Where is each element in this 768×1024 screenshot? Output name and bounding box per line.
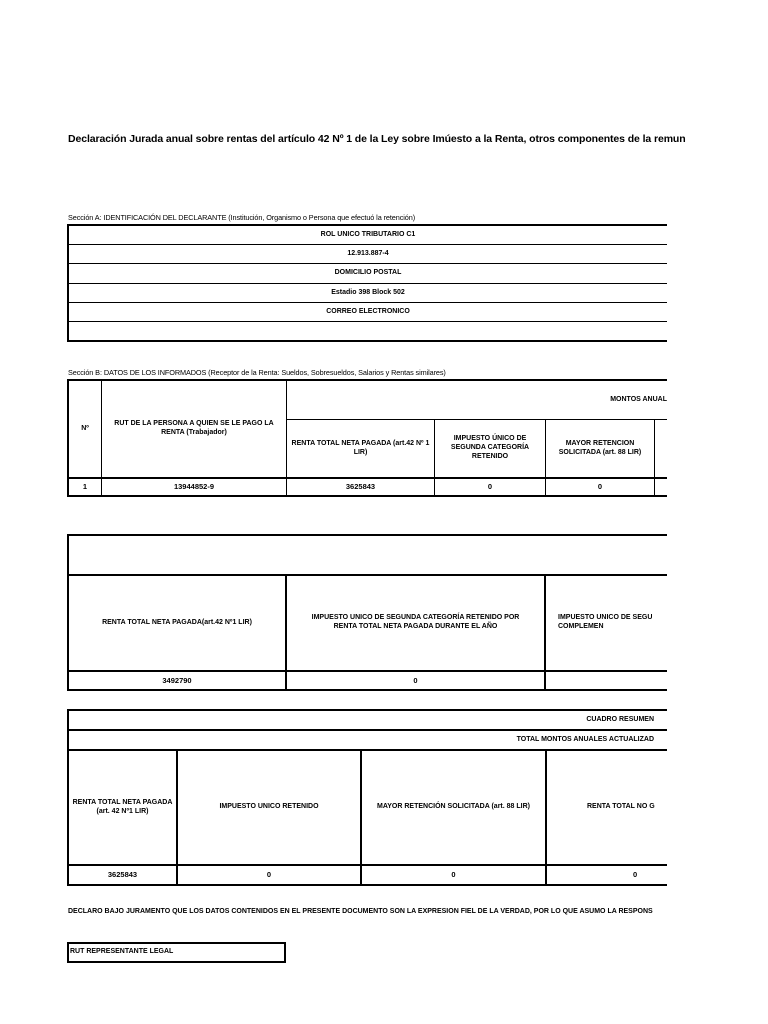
row-mayor: 0 bbox=[597, 482, 603, 492]
d-col-renta-no-header: RENTA TOTAL NO G bbox=[587, 803, 655, 811]
row-no: 1 bbox=[82, 482, 88, 492]
email-value-row bbox=[69, 322, 667, 340]
section-b-table bbox=[67, 379, 667, 497]
row-rut: 13944852-9 bbox=[173, 482, 215, 492]
d-col-mayor-header: MAYOR RETENCIÓN SOLICITADA (art. 88 LIR) bbox=[377, 803, 530, 811]
document-title: Declaración Jurada anual sobre rentas del artículo 42 Nº 1 de la Ley sobre Imúesto a la Renta, otros componentes de la remun bbox=[68, 133, 686, 145]
email-label-row: CORREO ELECTRONICO bbox=[69, 303, 667, 322]
address-value-row: Estadio 398 Block 502 bbox=[69, 284, 667, 303]
section-b-col-divider bbox=[654, 419, 655, 495]
d-row-renta: 3625843 bbox=[107, 870, 138, 880]
section-a-label-text: IDENTIFICACIÓN DEL DECLARANTE (Institución, Organismo o Persona que efectuó la retención) bbox=[101, 213, 416, 222]
d-col-renta-header: RENTA TOTAL NETA PAGADA (art. 42 Nº1 LIR) bbox=[72, 798, 173, 815]
section-b-label-text: DATOS DE LOS INFORMADOS (Receptor de la Renta: Sueldos, Sobresueldos, Salarios y Rentas similares) bbox=[101, 368, 446, 377]
section-a-label bbox=[68, 213, 415, 222]
d-row-mayor: 0 bbox=[451, 870, 456, 880]
d-row-impuesto: 0 bbox=[266, 870, 272, 880]
rut-representante-box bbox=[67, 942, 286, 963]
declaration-text: DECLARO BAJO JURAMENTO QUE LOS DATOS CONTENIDOS EN EL PRESENTE DOCUMENTO SON LA EXPRESION FIEL DE LA VERDAD, POR LO QUE ASUMO LA RESPONS bbox=[68, 908, 653, 915]
d-col-impuesto-header: IMPUESTO UNICO RETENIDO bbox=[219, 803, 319, 811]
d-row-renta-no: 0 bbox=[633, 870, 638, 880]
section-b-label-prefix: Sección B: bbox=[68, 368, 102, 377]
col-no-header: Nº bbox=[81, 424, 89, 432]
col-renta-header: RENTA TOTAL NETA PAGADA (art.42 Nº 1 LIR) bbox=[291, 439, 430, 456]
c-col-impuesto2-header: IMPUESTO UNICO DE SEGU COMPLEMEN bbox=[558, 614, 653, 630]
total-montos-header: TOTAL MONTOS ANUALES ACTUALIZAD bbox=[516, 735, 654, 743]
montos-anuales-header: MONTOS ANUAL bbox=[610, 395, 667, 403]
section-a-table bbox=[67, 224, 667, 342]
col-mayor-header: MAYOR RETENCION SOLICITADA (art. 88 LIR) bbox=[558, 439, 642, 456]
cuadro-resumen-header: CUADRO RESUMEN bbox=[586, 715, 654, 723]
rut-label-row: ROL UNICO TRIBUTARIO C1 bbox=[69, 226, 667, 245]
c-col-renta-header: RENTA TOTAL NETA PAGADA(art.42 Nº1 LIR) bbox=[102, 618, 252, 626]
section-a-label-prefix: Sección A: bbox=[68, 213, 102, 222]
c-col-impuesto-header: IMPUESTO UNICO DE SEGUNDA CATEGORÍA RETENIDO POR RENTA TOTAL NETA PAGADA DURANTE EL AÑO bbox=[311, 614, 520, 630]
c-row-renta: 3492790 bbox=[162, 675, 192, 685]
address-label-row: DOMICILIO POSTAL bbox=[69, 264, 667, 284]
section-b-label bbox=[68, 368, 446, 377]
col-impuesto-header: IMPUESTO ÚNICO DE SEGUNDA CATEGORÍA RETENIDO bbox=[450, 435, 530, 460]
col-rut-header: RUT DE LA PERSONA A QUIEN SE LE PAGO LA RENTA (Trabajador) bbox=[114, 420, 274, 436]
rut-value-row: 12.913.887-4 bbox=[69, 245, 667, 264]
section-c-table bbox=[67, 534, 667, 691]
row-renta: 3625843 bbox=[345, 482, 376, 492]
rut-representante-label: RUT REPRESENTANTE LEGAL bbox=[70, 948, 174, 955]
section-d-table bbox=[67, 709, 667, 886]
row-impuesto: 0 bbox=[487, 482, 493, 492]
c-row-impuesto: 0 bbox=[413, 675, 418, 685]
